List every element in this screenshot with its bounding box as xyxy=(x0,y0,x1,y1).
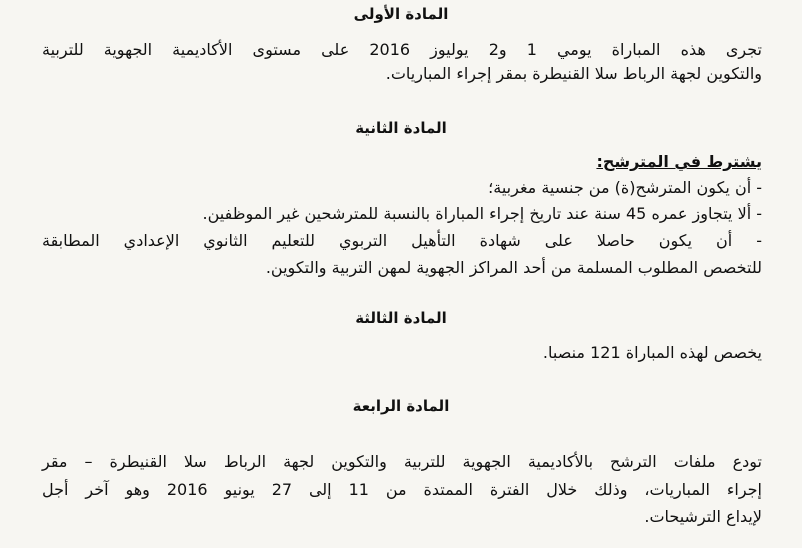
article-2-condition-1: - أن يكون المترشح(ة) من جنسية مغربية؛ xyxy=(488,178,762,197)
article-1-line-2: والتكوين لجهة الرباط سلا القنيطرة بمقر إجراء المباريات. xyxy=(385,64,762,83)
article-2-condition-3: - أن يكون حاصلا على شهادة التأهيل التربوي للتعليم الثانوي الإعدادي المطابقة xyxy=(42,231,762,250)
article-3-line-1: يخصص لهذه المباراة 121 منصبا. xyxy=(542,343,762,362)
article-4-line-2: إجراء المباريات، وذلك خلال الفترة الممتدة من 11 إلى 27 يونيو 2016 وهو آخر أجل xyxy=(42,480,763,499)
article-1-heading: المادة الأولى xyxy=(353,5,449,23)
article-4-line-3: لإيداع الترشيحات. xyxy=(644,507,762,526)
article-2-heading: المادة الثانية xyxy=(355,119,447,137)
article-4-line-1: تودع ملفات الترشح بالأكاديمية الجهوية للتربية والتكوين لجهة الرباط سلا القنيطرة – مقر xyxy=(42,452,762,471)
article-2-intro: يشترط في المترشح: xyxy=(596,152,762,171)
article-3-heading: المادة الثالثة xyxy=(355,309,447,327)
article-2-condition-3-cont: للتخصص المطلوب المسلمة من أحد المراكز الجهوية لمهن التربية والتكوين. xyxy=(265,258,762,277)
article-4-heading: المادة الرابعة xyxy=(352,397,450,415)
article-1-line-1: تجرى هذه المباراة يومي 1 و2 يوليوز 2016 على مستوى الأكاديمية الجهوية للتربية xyxy=(42,40,763,59)
article-2-condition-2: - ألا يتجاوز عمره 45 سنة عند تاريخ إجراء المباراة بالنسبة للمترشحين غير الموظفين. xyxy=(202,204,762,223)
